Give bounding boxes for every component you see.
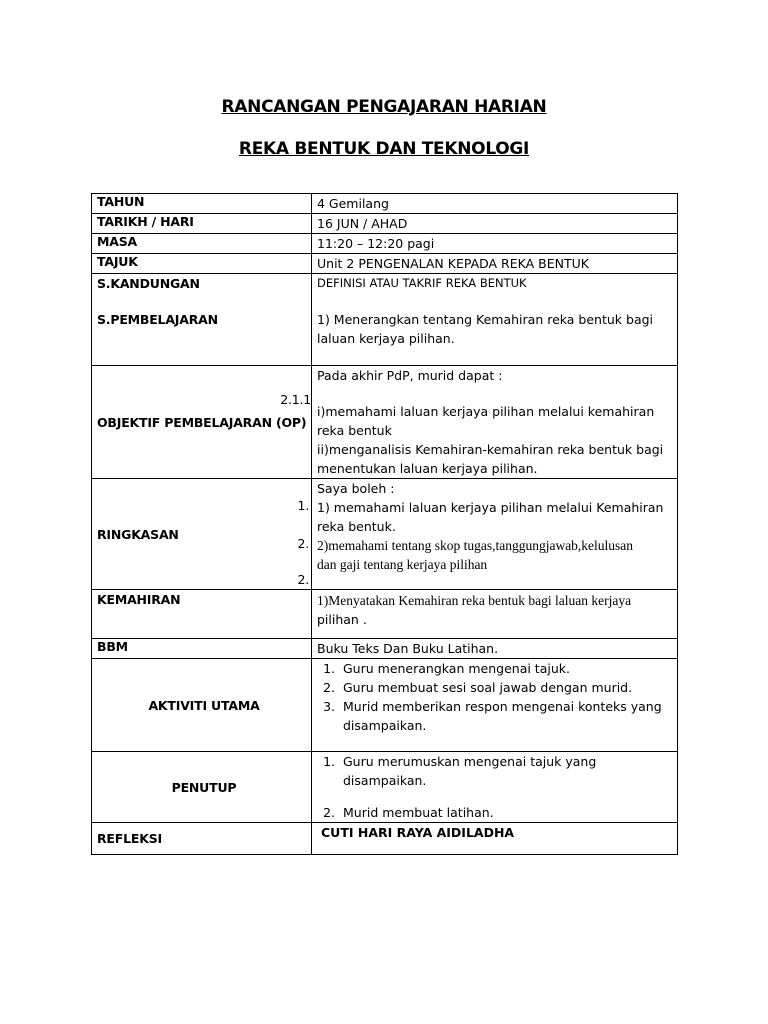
ringkasan-num-1: 1. xyxy=(297,498,309,513)
objektif-line1: i)memahami laluan kerjaya pilihan melalui kemahiran xyxy=(317,404,655,419)
objektif-line2: reka bentuk xyxy=(317,423,392,438)
row-value-masa: 11:20 – 12:20 pagi xyxy=(312,234,678,254)
table-row xyxy=(92,659,678,752)
kemahiran-line2: pilihan . xyxy=(317,612,367,627)
row-label-objektif xyxy=(92,366,312,479)
label-objektif: OBJEKTIF PEMBELAJARAN (OP) xyxy=(97,414,307,430)
lesson-plan-table xyxy=(91,193,678,855)
table-row xyxy=(92,214,678,234)
row-label-tahun: TAHUN xyxy=(92,194,312,214)
label-kandungan: S.KANDUNGAN xyxy=(97,276,200,291)
row-value-refleksi: CUTI HARI RAYA AIDILADHA xyxy=(312,823,678,855)
row-value-kandungan-pembelajaran xyxy=(312,274,678,366)
page-subtitle: REKA BENTUK DAN TEKNOLOGI xyxy=(238,139,530,159)
ringkasan-num-3: 2. xyxy=(297,572,309,587)
value-pembelajaran-line2: laluan kerjaya pilihan. xyxy=(317,331,455,346)
row-value-objektif xyxy=(312,366,678,479)
row-value-penutup xyxy=(312,752,678,823)
row-label-bbm: BBM xyxy=(92,639,312,659)
row-label-aktiviti xyxy=(92,659,312,752)
kemahiran-line1: 1)Menyatakan Kemahiran reka bentuk bagi laluan kerjaya xyxy=(317,593,632,608)
aktiviti-list xyxy=(317,659,677,735)
ringkasan-line3: 2)memahami tentang skop tugas,tanggungjawab,kelulusan xyxy=(317,538,634,553)
table-row xyxy=(92,254,678,274)
objektif-line3: ii)menganalisis Kemahiran-kemahiran reka bentuk bagi xyxy=(317,442,664,457)
label-pembelajaran: S.PEMBELAJARAN xyxy=(97,312,218,327)
label-aktiviti: AKTIVITI UTAMA xyxy=(148,697,260,713)
ringkasan-line2: reka bentuk. xyxy=(317,519,396,534)
table-row xyxy=(92,752,678,823)
objektif-line4: menentukan laluan kerjaya pilihan. xyxy=(317,461,538,476)
ringkasan-line1: 1) memahami laluan kerjaya pilihan melalui Kemahiran xyxy=(317,500,664,515)
value-kandungan: DEFINISI ATAU TAKRIF REKA BENTUK xyxy=(317,276,527,290)
label-kemahiran: KEMAHIRAN xyxy=(97,592,181,607)
row-value-tahun: 4 Gemilang xyxy=(312,194,678,214)
list-item: 1. Guru menerangkan mengenai tajuk. xyxy=(339,659,677,678)
row-label-masa: MASA xyxy=(92,234,312,254)
row-label-refleksi xyxy=(92,823,312,855)
ringkasan-num-2: 2. xyxy=(297,536,309,551)
table-row xyxy=(92,194,678,214)
list-item: 2. Murid membuat latihan. xyxy=(339,803,677,822)
row-label-penutup xyxy=(92,752,312,823)
ringkasan-line4: dan gaji tentang kerjaya pilihan xyxy=(317,557,488,572)
label-penutup: PENUTUP xyxy=(171,779,237,795)
row-value-kemahiran xyxy=(312,590,678,639)
value-pembelajaran-line1: 1) Menerangkan tentang Kemahiran reka bentuk bagi xyxy=(317,312,654,327)
ringkasan-intro: Saya boleh : xyxy=(317,481,395,496)
table-row xyxy=(92,590,678,639)
row-label-tarikh: TARIKH / HARI xyxy=(92,214,312,234)
label-refleksi: REFLEKSI xyxy=(97,831,162,846)
table-row xyxy=(92,366,678,479)
row-value-aktiviti xyxy=(312,659,678,752)
table-row xyxy=(92,479,678,590)
row-label-kandungan-pembelajaran xyxy=(92,274,312,407)
page-title: RANCANGAN PENGAJARAN HARIAN xyxy=(221,97,547,117)
objektif-intro: Pada akhir PdP, murid dapat : xyxy=(317,368,503,383)
table-row xyxy=(92,823,678,855)
row-label-kemahiran xyxy=(92,590,312,639)
row-value-ringkasan xyxy=(312,479,678,590)
table-row xyxy=(92,274,678,366)
penutup-list xyxy=(317,752,677,822)
row-label-tajuk: TAJUK xyxy=(92,254,312,274)
list-item: 2. Guru membuat sesi soal jawab dengan murid. xyxy=(339,678,677,697)
row-value-bbm: Buku Teks Dan Buku Latihan. xyxy=(312,639,678,659)
row-label-ringkasan xyxy=(92,479,312,590)
row-value-tarikh: 16 JUN / AHAD xyxy=(312,214,678,234)
table-row xyxy=(92,639,678,659)
table-row xyxy=(92,234,678,254)
label-ringkasan: RINGKASAN xyxy=(97,526,179,542)
list-item: 1. Guru merumuskan mengenai tajuk yang disampaikan. xyxy=(339,752,677,790)
row-value-tajuk: Unit 2 PENGENALAN KEPADA REKA BENTUK xyxy=(312,254,678,274)
list-item: 3. Murid memberikan respon mengenai konteks yang disampaikan. xyxy=(339,697,677,735)
pembelajaran-code-text: 2.1.1 xyxy=(280,392,311,407)
